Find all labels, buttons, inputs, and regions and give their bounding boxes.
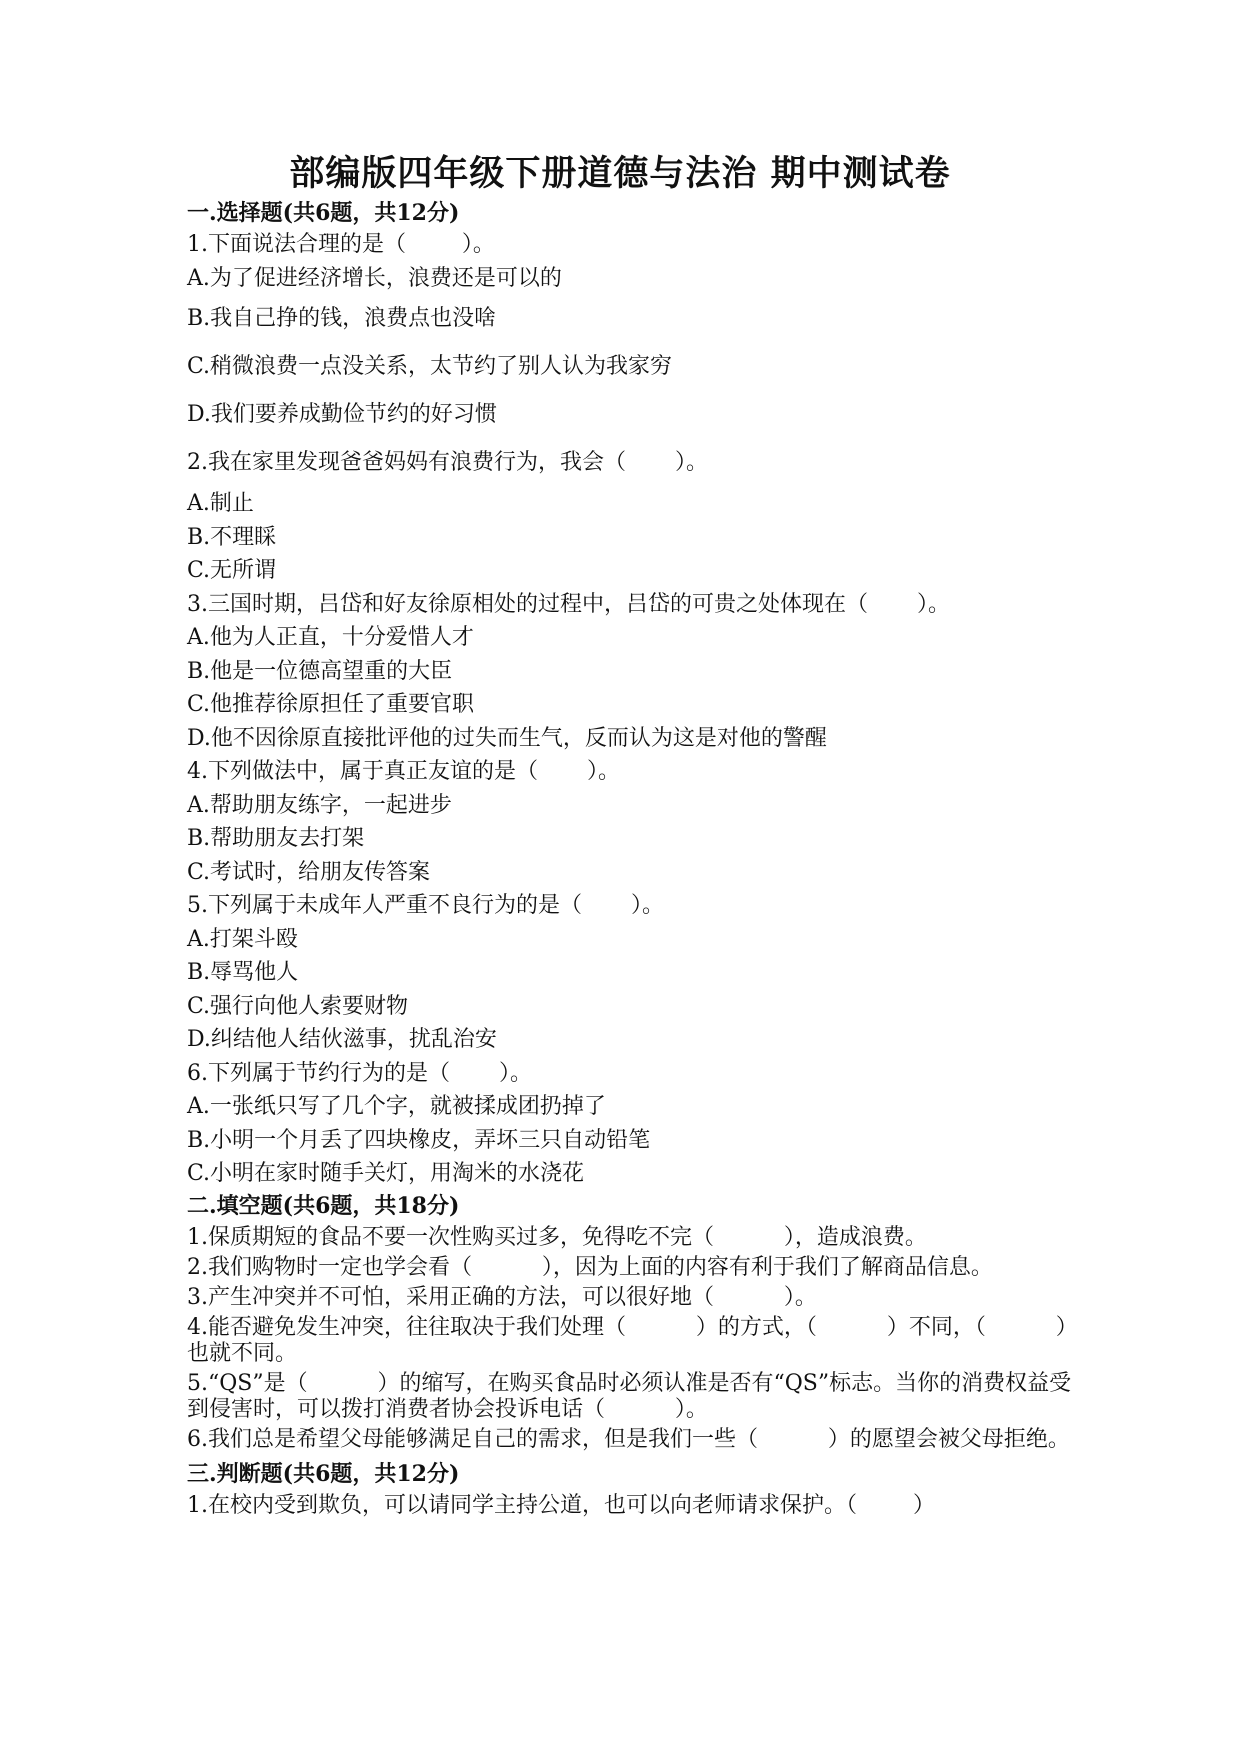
fill-item: 5.“QS”是（ ）的缩写，在购买食品时必须认准是否有“QS”标志。当你的消费权益受到侵害时，可以拨打消费者协会投诉电话（ ）。 <box>187 1370 1072 1422</box>
question-stem: 4.下列做法中，属于真正友谊的是（ ）。 <box>187 759 620 784</box>
option: C.强行向他人索要财物 <box>187 993 409 1019</box>
option: A.帮助朋友练字，一起进步 <box>187 792 452 818</box>
option: A.制止 <box>187 491 254 516</box>
exam-content <box>187 198 1087 1522</box>
option: A.他为人正直，十分爱惜人才 <box>187 625 474 650</box>
section-heading-judge: 三.判断题(共6题，共12分) <box>187 1460 460 1487</box>
option: B.辱骂他人 <box>187 960 299 985</box>
fill-item: 2.我们购物时一定也学会看（ ），因为上面的内容有利于我们了解商品信息。 <box>187 1254 993 1280</box>
fill-item: 4.能否避免发生冲突，往往取决于我们处理（ ）的方式，（ ）不同，（ ）也就不同。 <box>187 1314 1078 1366</box>
question-stem: 3.三国时期，吕岱和好友徐原相处的过程中，吕岱的可贵之处体现在（ ）。 <box>187 591 950 617</box>
option: B.小明一个月丢了四块橡皮，弄坏三只自动铅笔 <box>187 1127 651 1153</box>
question-stem: 2.我在家里发现爸爸妈妈有浪费行为，我会（ ）。 <box>187 450 708 475</box>
option: C.小明在家时随手关灯，用淘米的水浇花 <box>187 1161 585 1186</box>
option: D.我们要养成勤俭节约的好习惯 <box>187 402 497 427</box>
option: B.帮助朋友去打架 <box>187 826 365 851</box>
question-stem: 5.下列属于未成年人严重不良行为的是（ ）。 <box>187 893 664 918</box>
option: C.无所谓 <box>187 558 277 583</box>
fill-item: 1.保质期短的食品不要一次性购买过多，免得吃不完（ ），造成浪费。 <box>187 1224 927 1250</box>
option: C.稍微浪费一点没关系，太节约了别人认为我家穷 <box>187 354 673 379</box>
question-stem: 6.下列属于节约行为的是（ ）。 <box>187 1060 532 1086</box>
option: B.不理睬 <box>187 524 277 550</box>
section-heading-choice: 一.选择题(共6题，共12分) <box>187 200 460 226</box>
option: A.打架斗殴 <box>187 926 298 952</box>
option: C.他推荐徐原担任了重要官职 <box>187 692 475 717</box>
judge-item: 1.在校内受到欺负，可以请同学主持公道，也可以向老师请求保护。（ ） <box>187 1492 935 1518</box>
section-heading-fill: 二.填空题(共6题，共18分) <box>187 1192 460 1219</box>
question-stem: 1.下面说法合理的是（ ）。 <box>187 232 495 257</box>
option: B.他是一位德高望重的大臣 <box>187 658 453 684</box>
option: A.一张纸只写了几个字，就被揉成团扔掉了 <box>187 1094 606 1119</box>
option: D.他不因徐原直接批评他的过失而生气，反而认为这是对他的警醒 <box>187 725 827 751</box>
option: C.考试时，给朋友传答案 <box>187 859 431 885</box>
option: D.纠结他人结伙滋事，扰乱治安 <box>187 1027 497 1052</box>
option: B.我自己挣的钱，浪费点也没啥 <box>187 306 497 331</box>
page-title: 部编版四年级下册道德与法治 期中测试卷 <box>289 153 951 194</box>
option: A.为了促进经济增长，浪费还是可以的 <box>187 265 562 291</box>
fill-item: 3.产生冲突并不可怕，采用正确的方法，可以很好地（ ）。 <box>187 1284 817 1310</box>
fill-item: 6.我们总是希望父母能够满足自己的需求，但是我们一些（ ）的愿望会被父母拒绝。 <box>187 1426 1070 1452</box>
